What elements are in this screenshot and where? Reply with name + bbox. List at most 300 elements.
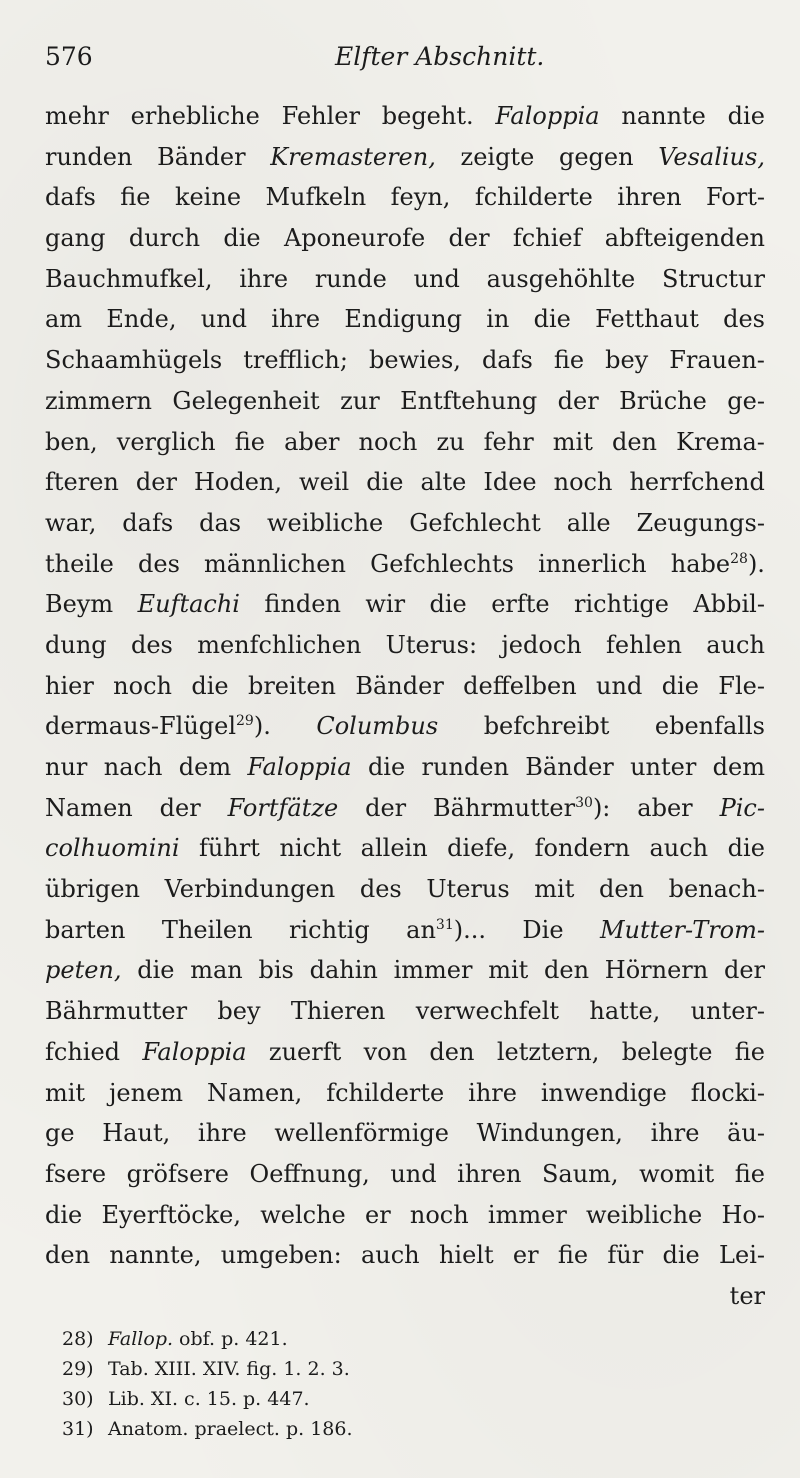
word xyxy=(595,299,699,340)
word-part: deffelben xyxy=(463,671,577,700)
word-part: nicht xyxy=(279,834,342,863)
word-part: begeht. xyxy=(381,102,474,130)
word xyxy=(137,950,174,991)
word-part: wellenförmige xyxy=(274,1119,449,1148)
word-part: hielt xyxy=(438,1241,494,1270)
word-part: fie xyxy=(734,1037,765,1066)
word-part: mit xyxy=(488,956,529,985)
word xyxy=(355,666,443,707)
text-line xyxy=(45,177,765,218)
word xyxy=(365,788,406,829)
word-part: Fetthaut xyxy=(595,305,699,334)
word-part: benach- xyxy=(668,875,765,904)
word-part: barten xyxy=(45,915,126,944)
word xyxy=(513,218,582,259)
word-part: letztern, xyxy=(496,1037,600,1066)
word xyxy=(279,828,341,869)
word xyxy=(382,96,474,137)
word-part: mit xyxy=(552,427,593,456)
word-part: Frauen- xyxy=(669,346,765,375)
footnote-number: 30) xyxy=(62,1388,94,1410)
word xyxy=(365,1195,391,1236)
word xyxy=(612,422,657,463)
word-part: Fehler xyxy=(281,102,360,130)
word-part: des xyxy=(723,305,765,334)
word xyxy=(720,788,765,829)
word-part: mit xyxy=(534,875,575,904)
word xyxy=(426,869,509,910)
word-part: auch xyxy=(360,1241,420,1270)
word xyxy=(45,991,187,1032)
word-part: Lei- xyxy=(719,1241,765,1270)
word xyxy=(45,1195,82,1236)
word-part: flocki- xyxy=(690,1078,765,1107)
word-part: erhebliche xyxy=(130,102,260,130)
word-part: Windungen, xyxy=(476,1119,623,1148)
word-part: Uterus xyxy=(426,875,510,904)
footnote-number: 31) xyxy=(62,1418,94,1440)
word xyxy=(706,177,765,218)
word xyxy=(457,1154,521,1195)
word xyxy=(101,1195,241,1236)
word-part: das xyxy=(199,508,242,537)
word-part: Mufkeln xyxy=(265,183,367,212)
word-part: noch xyxy=(409,1200,469,1229)
word-part: Fort- xyxy=(705,183,765,212)
word xyxy=(198,1113,247,1154)
word-part: runde xyxy=(314,264,387,293)
word-part: für xyxy=(607,1241,644,1270)
word xyxy=(267,503,383,544)
footnote-text xyxy=(108,1384,310,1414)
word xyxy=(483,462,536,503)
word-part: fsere xyxy=(45,1159,107,1188)
word-part: nannte, xyxy=(109,1241,202,1270)
word xyxy=(605,218,765,259)
word-part: ben, xyxy=(45,427,98,456)
word-part: die xyxy=(727,834,765,863)
word-part: bey xyxy=(605,346,649,375)
word-part: verglich xyxy=(116,427,216,456)
word xyxy=(235,422,265,463)
word-part: hier xyxy=(45,671,94,700)
word xyxy=(513,1235,539,1276)
word-part: von xyxy=(363,1037,408,1066)
word-part: noch xyxy=(553,468,613,497)
word-part: Entftehung xyxy=(400,386,538,415)
word-part: der xyxy=(159,793,201,822)
word xyxy=(534,869,574,910)
word-part: Pic- xyxy=(719,793,765,822)
word xyxy=(599,869,644,910)
word xyxy=(495,96,599,137)
text-line xyxy=(45,706,765,747)
running-title: Elfter Abschnitt. xyxy=(335,42,545,71)
footnote-part: Lib. XI. c. 15. p. 447. xyxy=(108,1388,310,1410)
word-part: aber xyxy=(637,793,693,822)
word-part: Mutter-Trom- xyxy=(599,915,765,944)
word-part: zuerft xyxy=(268,1037,342,1066)
word-part: habe xyxy=(670,549,731,578)
word xyxy=(730,1276,765,1317)
word xyxy=(45,299,82,340)
word xyxy=(271,299,320,340)
word-part: feyn, xyxy=(390,183,451,212)
word-part: er xyxy=(364,1200,391,1229)
word xyxy=(605,340,648,381)
word xyxy=(360,869,402,910)
word-part: womit xyxy=(639,1159,715,1188)
word xyxy=(207,1073,302,1114)
word xyxy=(45,788,133,829)
word xyxy=(676,422,765,463)
word xyxy=(269,1032,341,1073)
word xyxy=(558,381,599,422)
word: habe28). xyxy=(671,544,765,585)
word xyxy=(138,544,180,585)
word xyxy=(534,299,571,340)
footnote-part: Tab. XIII. XIV. fig. 1. 2. 3. xyxy=(108,1358,350,1380)
word-part: zu xyxy=(436,427,465,456)
word-part: den xyxy=(45,1241,91,1270)
word xyxy=(724,950,765,991)
word xyxy=(239,259,288,300)
word xyxy=(484,422,534,463)
word xyxy=(639,1154,714,1195)
word-part: Eyerftöcke, xyxy=(101,1200,242,1229)
footnote xyxy=(62,1384,742,1414)
word xyxy=(366,462,403,503)
word xyxy=(658,137,765,178)
word-part: wir xyxy=(365,590,406,619)
text-line xyxy=(45,340,765,381)
text-line xyxy=(45,1032,765,1073)
word xyxy=(316,706,438,747)
page-header xyxy=(45,42,760,82)
word xyxy=(129,218,200,259)
word xyxy=(45,259,212,300)
word xyxy=(488,1195,567,1236)
word-part: fie xyxy=(120,183,151,212)
word-part: unter- xyxy=(690,997,765,1026)
word-part: dafs xyxy=(45,183,96,212)
word xyxy=(630,747,696,788)
word-part: Bährmutter xyxy=(45,997,188,1026)
footnote-part: obf. p. 421. xyxy=(173,1328,288,1350)
word xyxy=(718,666,765,707)
word-part: fie xyxy=(734,1159,765,1188)
word-part: ihre xyxy=(239,264,289,293)
word-part: Bänder xyxy=(525,753,614,781)
word-part: fchied xyxy=(45,1037,121,1066)
word-part: unter xyxy=(630,753,697,781)
word xyxy=(191,666,228,707)
word-part: führt xyxy=(199,834,260,863)
word-part: Hoden, xyxy=(193,468,283,497)
word-part: inwendige xyxy=(540,1078,667,1107)
word-part: die xyxy=(429,590,467,619)
word-part: in xyxy=(486,305,510,334)
word xyxy=(439,1235,494,1276)
word-part: fchilderte xyxy=(474,183,593,212)
text-line xyxy=(45,788,765,829)
text-line xyxy=(45,218,765,259)
word-part: richtig xyxy=(288,915,370,944)
word xyxy=(310,950,378,991)
word xyxy=(284,422,339,463)
word-part: zeigte xyxy=(460,142,535,171)
footnote xyxy=(62,1324,742,1354)
word xyxy=(662,259,765,300)
footnote-number: 29) xyxy=(62,1358,94,1380)
word xyxy=(175,177,241,218)
word-part: durch xyxy=(128,224,201,253)
word xyxy=(420,462,466,503)
word-part: die xyxy=(191,671,229,700)
word-part: und xyxy=(200,305,248,334)
word xyxy=(735,1032,765,1073)
text-line xyxy=(45,1113,765,1154)
word-part: die xyxy=(533,305,571,334)
text-line xyxy=(45,625,765,666)
word-part: Schaamhügels xyxy=(45,346,223,375)
word-part: breiten xyxy=(247,671,336,700)
word-part: ihren xyxy=(457,1159,522,1188)
word xyxy=(45,177,96,218)
word xyxy=(727,381,765,422)
word xyxy=(364,1032,407,1073)
word-part: peten, xyxy=(45,956,122,985)
word-part: Theilen xyxy=(161,915,253,944)
word-part: dafs xyxy=(481,346,533,375)
word-part: noch xyxy=(358,427,418,456)
word-part: richtige xyxy=(574,590,669,619)
word xyxy=(250,1154,370,1195)
word xyxy=(390,1154,436,1195)
word-part: den xyxy=(598,875,644,904)
word xyxy=(197,625,361,666)
word-part: ebenfalls xyxy=(654,712,765,741)
word xyxy=(138,584,240,625)
word xyxy=(162,910,253,951)
word xyxy=(291,991,385,1032)
word xyxy=(542,1154,619,1195)
word-part: ): xyxy=(592,793,611,822)
word xyxy=(553,422,593,463)
word xyxy=(109,1073,183,1114)
footnote-part: Anatom. praelect. p. 186. xyxy=(108,1418,353,1440)
word-part: weil xyxy=(299,468,350,497)
word-part: nannte xyxy=(621,102,706,130)
word-part: der xyxy=(448,224,490,253)
word xyxy=(622,1032,713,1073)
word xyxy=(619,381,707,422)
word xyxy=(484,706,610,747)
word-part: gang xyxy=(45,224,106,253)
word xyxy=(45,340,222,381)
word xyxy=(486,299,509,340)
word-part: zur xyxy=(340,386,380,415)
page-number: 576 xyxy=(45,42,93,71)
word-part: die xyxy=(727,102,765,130)
word xyxy=(45,666,94,707)
word xyxy=(45,1154,106,1195)
word-part: colhuomini xyxy=(45,834,180,863)
word-part: bewies, xyxy=(368,346,461,375)
word xyxy=(544,950,589,991)
word xyxy=(368,747,405,788)
word-part: Ende, xyxy=(106,305,177,334)
word-part: die xyxy=(137,956,175,985)
word-part: ). xyxy=(253,712,271,741)
word xyxy=(487,259,636,300)
word-part: immer xyxy=(487,1200,567,1229)
word xyxy=(122,503,173,544)
body-text xyxy=(45,96,765,1317)
word-part: dermaus-Flügel xyxy=(45,712,237,741)
word xyxy=(691,991,765,1032)
word xyxy=(270,137,436,178)
word-part: belegte xyxy=(621,1037,713,1066)
word-part: Gefchlechts xyxy=(370,549,514,578)
text-line xyxy=(45,381,765,422)
word-part: Uterus: xyxy=(385,630,478,659)
word-part: herrfchend xyxy=(629,468,765,497)
word-part: theile xyxy=(45,549,114,578)
word-part: auch xyxy=(649,834,709,863)
word-part: runden xyxy=(45,142,133,171)
word: Bährmutter30): xyxy=(433,788,610,829)
word xyxy=(558,1235,588,1276)
word-part: Faloppia xyxy=(495,102,600,130)
word-part: allein xyxy=(360,834,428,863)
text-line xyxy=(45,828,765,869)
text-line xyxy=(45,422,765,463)
word-part: den xyxy=(611,427,658,456)
word xyxy=(574,584,669,625)
word xyxy=(190,950,243,991)
word-part: fie xyxy=(557,1241,589,1270)
word-part: ge- xyxy=(727,386,765,415)
word xyxy=(605,950,708,991)
word-part: aber xyxy=(284,427,340,456)
word-part: Vesalius, xyxy=(658,142,765,171)
word xyxy=(45,1235,90,1276)
text-line xyxy=(45,1276,765,1317)
word xyxy=(713,747,765,788)
word-part: Fortfätze xyxy=(227,793,339,822)
text-line xyxy=(45,584,765,625)
word-part: welche xyxy=(260,1200,346,1229)
word-part: bey xyxy=(217,997,261,1026)
footnote-text xyxy=(108,1324,288,1354)
word xyxy=(488,950,528,991)
word-part: Beym xyxy=(45,590,114,619)
word xyxy=(117,422,216,463)
word-part: Namen xyxy=(45,793,133,822)
word-part: auch xyxy=(706,630,765,659)
word xyxy=(501,625,581,666)
word-part: der xyxy=(723,956,765,985)
word-part: Ho- xyxy=(721,1200,765,1229)
word xyxy=(248,666,336,707)
text-line xyxy=(45,1073,765,1114)
word-part: den xyxy=(544,956,590,985)
word-part: der xyxy=(365,793,407,822)
word xyxy=(559,137,634,178)
word-part: fteren xyxy=(45,468,119,497)
footnote-number: 28) xyxy=(62,1328,94,1350)
word-part: Brüche xyxy=(619,386,707,415)
footnote-part: Fallop. xyxy=(108,1328,174,1350)
word-part: ihre xyxy=(197,1119,247,1148)
word-part: ihren xyxy=(617,183,682,212)
word xyxy=(449,218,490,259)
word-part: fchilderte xyxy=(326,1078,445,1107)
word xyxy=(414,259,460,300)
word-part: Faloppia xyxy=(142,1037,247,1066)
word xyxy=(228,788,339,829)
word xyxy=(391,177,451,218)
word xyxy=(497,1032,600,1073)
word xyxy=(607,1235,643,1276)
word-part: Saum, xyxy=(541,1159,619,1188)
word xyxy=(728,96,765,137)
word xyxy=(258,950,293,991)
word xyxy=(596,666,642,707)
word-part: ter xyxy=(729,1281,765,1310)
word-part: Hörnern xyxy=(604,956,709,985)
word xyxy=(663,1235,700,1276)
word xyxy=(637,503,765,544)
word xyxy=(264,584,341,625)
word xyxy=(589,991,660,1032)
word xyxy=(410,1195,469,1236)
word-part: Structur xyxy=(661,264,765,293)
word xyxy=(274,1113,449,1154)
word-part: er xyxy=(512,1241,539,1270)
text-line xyxy=(45,259,765,300)
word-part: Zeugungs- xyxy=(636,508,765,537)
word xyxy=(45,869,140,910)
word xyxy=(199,503,241,544)
word-part: des xyxy=(359,875,402,904)
word xyxy=(655,706,765,747)
text-line xyxy=(45,462,765,503)
word xyxy=(45,96,109,137)
word xyxy=(113,666,172,707)
word xyxy=(204,544,346,585)
word xyxy=(436,422,464,463)
text-line xyxy=(45,747,765,788)
word-part: und xyxy=(413,264,460,293)
word xyxy=(299,462,349,503)
text-line xyxy=(45,96,765,137)
word-part: befchreibt xyxy=(483,712,610,741)
word xyxy=(651,1113,700,1154)
word xyxy=(621,96,706,137)
word-part: finden xyxy=(264,590,341,619)
word-part: die xyxy=(367,753,406,781)
word xyxy=(223,218,260,259)
word-part: fie xyxy=(234,427,265,456)
word xyxy=(160,788,201,829)
word xyxy=(554,462,613,503)
word-part: Abbil- xyxy=(693,590,765,619)
word-part: weibliche xyxy=(267,508,384,537)
word-part: übrigen xyxy=(45,875,140,904)
word-part: Faloppia xyxy=(247,753,352,781)
